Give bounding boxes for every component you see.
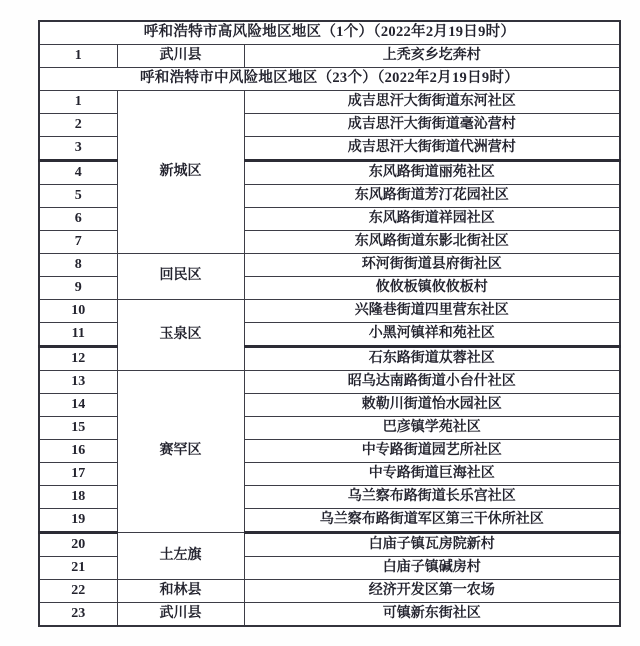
area-cell: 东风路街道祥园社区 bbox=[244, 208, 620, 231]
row-number-cell: 6 bbox=[39, 208, 117, 231]
row-number-cell: 5 bbox=[39, 185, 117, 208]
district-cell-tuzuoqi: 土左旗 bbox=[117, 533, 244, 580]
row-number-cell: 1 bbox=[39, 45, 117, 68]
row-number-cell: 20 bbox=[39, 533, 117, 557]
area-cell: 东风路街道芳汀花园社区 bbox=[244, 185, 620, 208]
area-cell: 乌兰察布路街道长乐宫社区 bbox=[244, 486, 620, 509]
area-cell: 东风路街道东影北街社区 bbox=[244, 231, 620, 254]
area-cell: 小黑河镇祥和苑社区 bbox=[244, 323, 620, 347]
high-risk-section-header-row bbox=[39, 21, 620, 45]
table-row bbox=[39, 300, 620, 323]
table-row bbox=[39, 580, 620, 603]
row-number-cell: 23 bbox=[39, 603, 117, 627]
row-number-cell: 14 bbox=[39, 394, 117, 417]
district-cell-wuchuan: 武川县 bbox=[117, 603, 244, 627]
area-cell: 敕勒川街道怡水园社区 bbox=[244, 394, 620, 417]
row-number-cell: 13 bbox=[39, 371, 117, 394]
row-number-cell: 7 bbox=[39, 231, 117, 254]
row-number-cell: 9 bbox=[39, 277, 117, 300]
area-cell: 成吉思汗大街街道代洲营村 bbox=[244, 137, 620, 161]
row-number-cell: 3 bbox=[39, 137, 117, 161]
row-number-cell: 8 bbox=[39, 254, 117, 277]
area-cell: 白庙子镇瓦房院新村 bbox=[244, 533, 620, 557]
area-cell: 上秃亥乡圪奔村 bbox=[244, 45, 620, 68]
area-cell: 巴彦镇学苑社区 bbox=[244, 417, 620, 440]
area-cell: 昭乌达南路街道小台什社区 bbox=[244, 371, 620, 394]
medium-risk-section-header-row bbox=[39, 68, 620, 91]
table-row bbox=[39, 254, 620, 277]
table-row bbox=[39, 533, 620, 557]
medium-risk-section-title: 呼和浩特市中风险地区地区（23个）（2022年2月19日9时） bbox=[39, 68, 620, 91]
area-cell: 成吉思汗大街街道毫沁营村 bbox=[244, 114, 620, 137]
area-cell: 东风路街道丽苑社区 bbox=[244, 161, 620, 185]
area-cell: 白庙子镇碱房村 bbox=[244, 557, 620, 580]
area-cell: 环河街街道县府街社区 bbox=[244, 254, 620, 277]
row-number-cell: 11 bbox=[39, 323, 117, 347]
row-number-cell: 22 bbox=[39, 580, 117, 603]
area-cell: 兴隆巷街道四里营东社区 bbox=[244, 300, 620, 323]
area-cell: 中专路街道园艺所社区 bbox=[244, 440, 620, 463]
row-number-cell: 2 bbox=[39, 114, 117, 137]
district-cell-helin: 和林县 bbox=[117, 580, 244, 603]
area-cell: 成吉思汗大街街道东河社区 bbox=[244, 91, 620, 114]
district-cell-yuquan: 玉泉区 bbox=[117, 300, 244, 371]
table-row bbox=[39, 603, 620, 627]
area-cell: 石东路街道苁蓉社区 bbox=[244, 347, 620, 371]
table-row bbox=[39, 371, 620, 394]
row-number-cell: 19 bbox=[39, 509, 117, 533]
high-risk-row bbox=[39, 45, 620, 68]
row-number-cell: 4 bbox=[39, 161, 117, 185]
area-cell: 乌兰察布路街道军区第三干休所社区 bbox=[244, 509, 620, 533]
district-cell-saihan: 赛罕区 bbox=[117, 371, 244, 533]
risk-area-table bbox=[38, 20, 621, 627]
row-number-cell: 17 bbox=[39, 463, 117, 486]
area-cell: 攸攸板镇攸攸板村 bbox=[244, 277, 620, 300]
row-number-cell: 15 bbox=[39, 417, 117, 440]
row-number-cell: 18 bbox=[39, 486, 117, 509]
district-cell-huimin: 回民区 bbox=[117, 254, 244, 300]
row-number-cell: 21 bbox=[39, 557, 117, 580]
row-number-cell: 1 bbox=[39, 91, 117, 114]
row-number-cell: 10 bbox=[39, 300, 117, 323]
table-row bbox=[39, 91, 620, 114]
high-risk-section-title: 呼和浩特市高风险地区地区（1个）（2022年2月19日9时） bbox=[39, 21, 620, 45]
district-cell-xincheng: 新城区 bbox=[117, 91, 244, 254]
district-cell: 武川县 bbox=[117, 45, 244, 68]
area-cell: 经济开发区第一农场 bbox=[244, 580, 620, 603]
area-cell: 中专路街道巨海社区 bbox=[244, 463, 620, 486]
area-cell: 可镇新东街社区 bbox=[244, 603, 620, 627]
row-number-cell: 12 bbox=[39, 347, 117, 371]
row-number-cell: 16 bbox=[39, 440, 117, 463]
